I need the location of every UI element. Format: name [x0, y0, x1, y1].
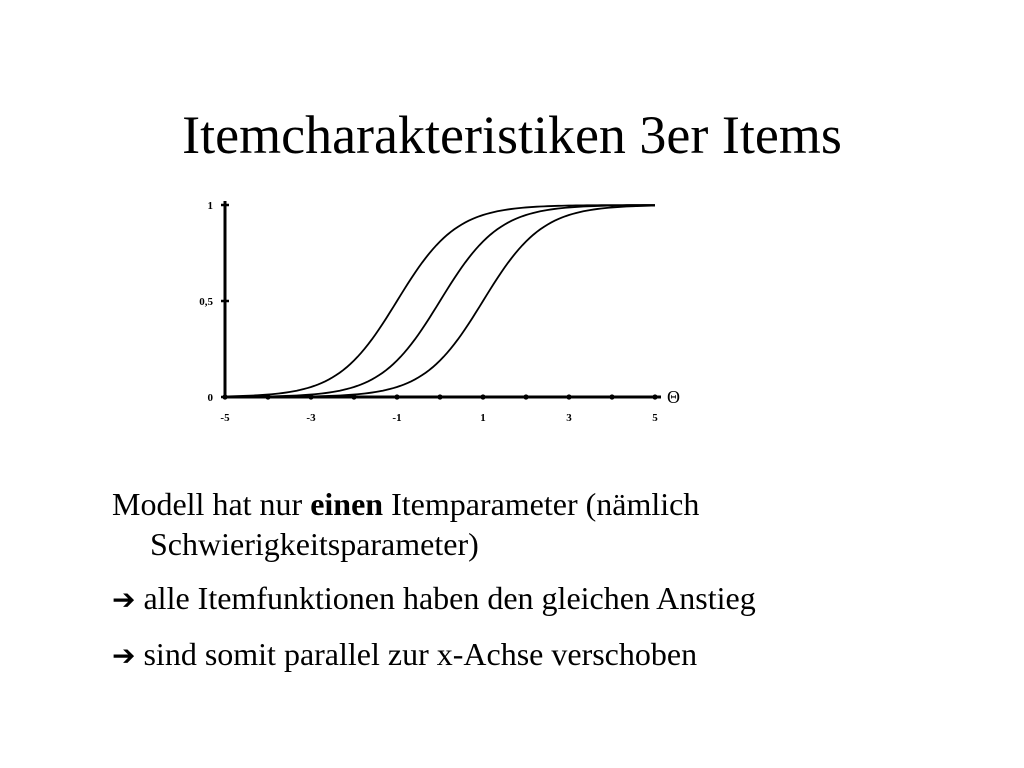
bullet-1-before: Modell hat nur: [112, 486, 311, 522]
x-axis-symbol: Θ: [667, 387, 680, 407]
y-tick-label: 0: [207, 392, 213, 404]
x-tick-label: -5: [220, 412, 230, 424]
arrow-right-icon: ➔: [112, 583, 136, 616]
slide-title: Itemcharakteristiken 3er Items: [182, 105, 842, 165]
x-tick-label: 3: [566, 412, 572, 424]
arrow-right-icon: ➔: [112, 639, 136, 672]
x-tick-mark: [523, 394, 528, 399]
icc-curve: [225, 205, 655, 397]
tick-labels: [199, 200, 680, 424]
x-tick-label: -1: [392, 412, 402, 424]
x-tick-label: -3: [306, 412, 316, 424]
icc-chart: [180, 180, 700, 430]
y-tick-label: 0,5: [199, 296, 213, 308]
icc-chart-svg: [180, 180, 700, 430]
curves: [225, 205, 655, 397]
x-tick-mark: [394, 394, 399, 399]
x-tick-label: 1: [480, 412, 486, 424]
bullet-same-slope: [112, 578, 992, 620]
bullet-2-text: alle Itemfunktionen haben den gleichen Anstieg: [135, 580, 756, 616]
bullet-1-bold: einen: [310, 486, 384, 522]
x-tick-mark: [652, 394, 657, 399]
bullet-list: [112, 484, 992, 690]
bullet-1-after: Itemparameter (nämlich Schwierigkeitsparameter): [150, 486, 700, 562]
x-tick-mark: [437, 394, 442, 399]
bullet-shifted: [112, 634, 992, 676]
bullet-3-text: sind somit parallel zur x-Achse verschoben: [135, 636, 698, 672]
y-tick-label: 1: [207, 200, 213, 212]
x-tick-mark: [480, 394, 485, 399]
x-tick-mark: [609, 394, 614, 399]
x-tick-label: 5: [652, 412, 658, 424]
x-tick-mark: [566, 394, 571, 399]
bullet-model-parameter: [112, 484, 992, 564]
